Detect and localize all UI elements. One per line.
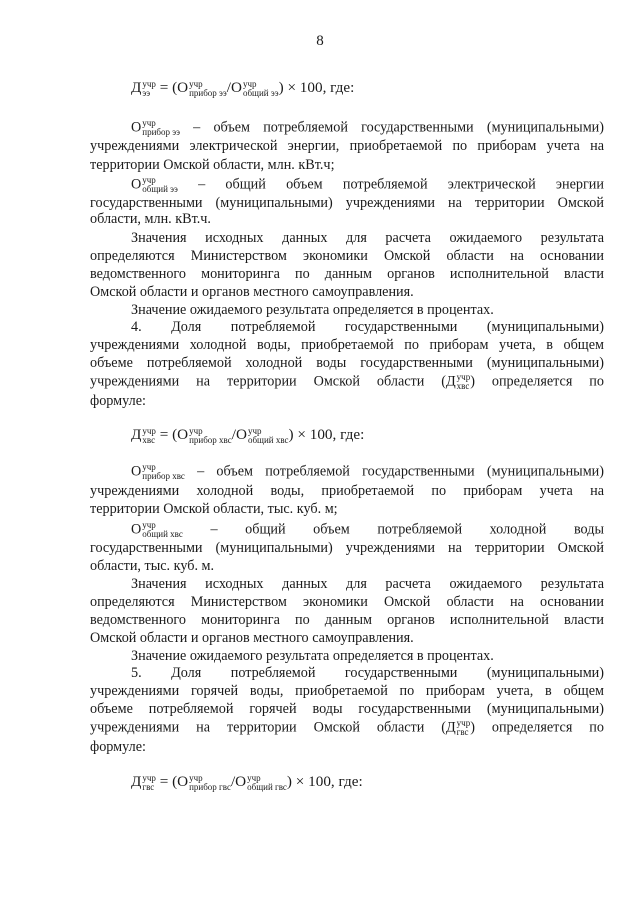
text-line: учреждениями горячей воды, приобретаемой по приборам учета, в общем: [90, 683, 604, 699]
text-line: О учр прибор хвс – объем потребляемой государственными (муниципальными): [131, 462, 604, 481]
text-line: Значение ожидаемого результата определяется в процентах.: [131, 648, 494, 664]
text-line: объеме потребляемой горячей воды государственными (муниципальными): [90, 701, 604, 717]
text-line: государственными (муниципальными) учреждениями на территории Омской: [90, 195, 604, 211]
text-line: О учр прибор ээ – объем потребляемой государственными (муниципальными): [131, 118, 604, 137]
text-line: Значения исходных данных для расчета ожидаемого результата: [131, 230, 604, 246]
text-line: объеме потребляемой холодной воды государственными (муниципальными): [90, 355, 604, 371]
text-line: Омской области и органов местного самоуправления.: [90, 630, 414, 646]
text-line: области, млн. кВт.ч.: [90, 211, 211, 227]
text-line: Значение ожидаемого результата определяется в процентах.: [131, 302, 494, 318]
text-line: территории Омской области, тыс. куб. м;: [90, 501, 338, 517]
text-line: ведомственного мониторинга по данным органов исполнительной власти: [90, 266, 604, 282]
text-line: учреждениями на территории Омской области (Д учр хвс ) определяется по: [90, 372, 604, 391]
text-line: формуле:: [90, 739, 146, 755]
page-number: 8: [316, 33, 324, 49]
text-line: О учр общий хвс – общий объем потребляемой холодной воды: [131, 520, 604, 539]
text-line: О учр общий ээ – общий объем потребляемой электрической энергии: [131, 175, 604, 194]
text-line: учреждениями электрической энергии, приобретаемой по приборам учета на: [90, 138, 604, 154]
text-line: 4. Доля потребляемой государственными (муниципальными): [131, 319, 604, 335]
formula-hot-water: Д учр гвс = (О учр прибор гвс /О учр общий гвс ) × 100, где:: [131, 772, 363, 792]
text-line: Омской области и органов местного самоуправления.: [90, 284, 414, 300]
text-line: государственными (муниципальными) учреждениями на территории Омской: [90, 540, 604, 556]
text-line: учреждениями холодной воды, приобретаемой по приборам учета на: [90, 483, 604, 499]
text-line: территории Омской области, млн. кВт.ч;: [90, 157, 335, 173]
text-line: 5. Доля потребляемой государственными (муниципальными): [131, 665, 604, 681]
text-line: ведомственного мониторинга по данным органов исполнительной власти: [90, 612, 604, 628]
formula-electricity: Д учр ээ = (О учр прибор ээ /О учр общий ээ ) × 100, где:: [131, 78, 355, 98]
text-line: учреждениями на территории Омской области (Д учр гвс ) определяется по: [90, 718, 604, 737]
text-line: Значения исходных данных для расчета ожидаемого результата: [131, 576, 604, 592]
text-line: формуле:: [90, 393, 146, 409]
text-line: определяются Министерством экономики Омской области на основании: [90, 594, 604, 610]
formula-cold-water: Д учр хвс = (О учр прибор хвс /О учр общий хвс ) × 100, где:: [131, 425, 365, 445]
text-line: определяются Министерством экономики Омской области на основании: [90, 248, 604, 264]
text-line: области, тыс. куб. м.: [90, 558, 215, 574]
text-line: учреждениями холодной воды, приобретаемой по приборам учета, в общем: [90, 337, 604, 353]
